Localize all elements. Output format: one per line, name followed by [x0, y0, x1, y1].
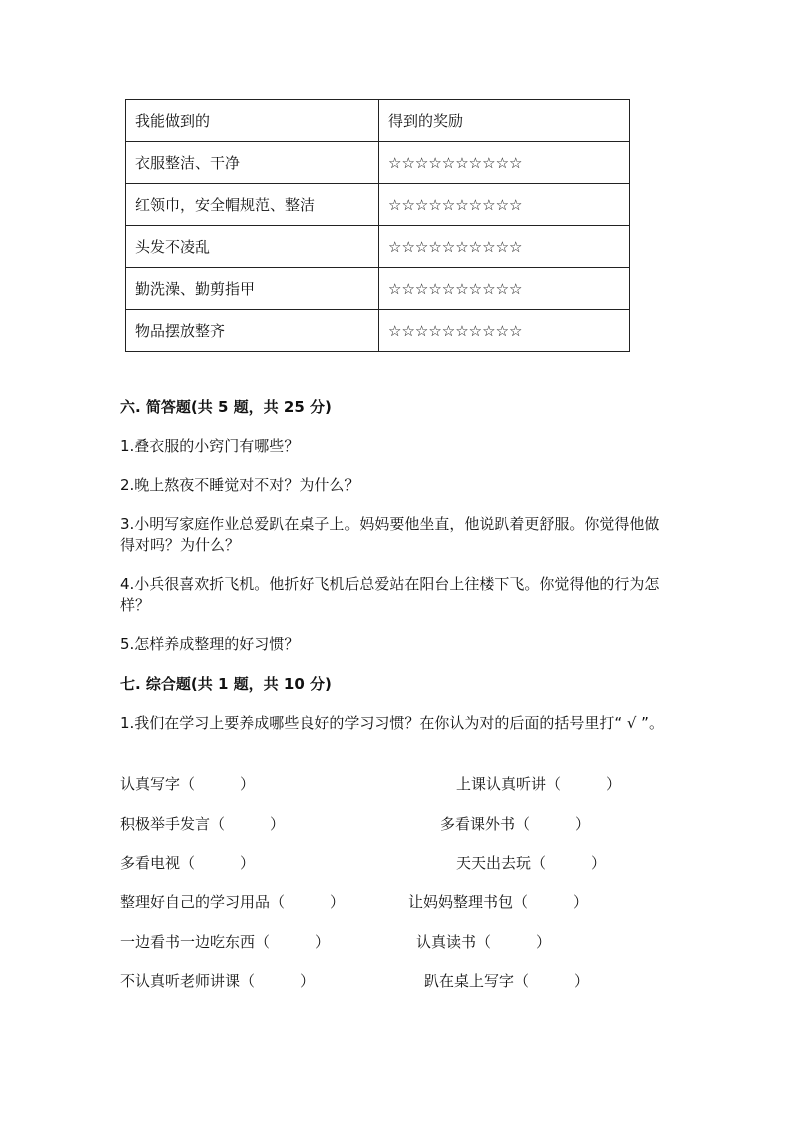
question-2: 2.晚上熬夜不睡觉对不对？为什么？	[120, 476, 360, 494]
question-4: 4.小兵很喜欢折飞机。他折好飞机后总爱站在阳台上往楼下飞。你觉得他的行为怎样？	[120, 575, 660, 614]
header-cell-reward: 得到的奖励	[379, 100, 630, 142]
reward-table	[125, 99, 630, 352]
table-header-row	[126, 100, 630, 142]
option-left: 多看电视（ ）	[120, 854, 256, 872]
option-right: 上课认真听讲（ ）	[456, 775, 622, 793]
question-3: 3.小明写家庭作业总爱趴在桌子上。妈妈要他坐直，他说趴着更舒服。你觉得他做得对吗？为什么？	[120, 515, 660, 554]
table-row	[126, 226, 630, 268]
option-right: 趴在桌上写字（ ）	[424, 972, 590, 990]
option-left: 不认真听老师讲课（ ）	[120, 972, 316, 990]
row-item: 衣服整洁、干净	[126, 142, 379, 184]
section7-question: 1.我们在学习上要养成哪些良好的学习习惯？在你认为对的后面的括号里打“ √ ”。	[120, 714, 664, 732]
table-row	[126, 268, 630, 310]
option-right: 让妈妈整理书包（ ）	[408, 893, 589, 911]
row-stars: ☆☆☆☆☆☆☆☆☆☆	[379, 226, 630, 268]
row-stars: ☆☆☆☆☆☆☆☆☆☆	[379, 268, 630, 310]
table-row	[126, 184, 630, 226]
option-left: 一边看书一边吃东西（ ）	[120, 933, 331, 951]
row-stars: ☆☆☆☆☆☆☆☆☆☆	[379, 310, 630, 352]
table-row	[126, 142, 630, 184]
question-1: 1.叠衣服的小窍门有哪些？	[120, 437, 300, 455]
section7-title: 七. 综合题(共 1 题，共 10 分)	[120, 675, 332, 693]
option-left: 积极举手发言（ ）	[120, 815, 286, 833]
row-item: 头发不凌乱	[126, 226, 379, 268]
option-right: 天天出去玩（ ）	[456, 854, 607, 872]
row-item: 红领巾，安全帽规范、整洁	[126, 184, 379, 226]
row-stars: ☆☆☆☆☆☆☆☆☆☆	[379, 142, 630, 184]
question-5: 5.怎样养成整理的好习惯？	[120, 635, 300, 653]
row-item: 勤洗澡、勤剪指甲	[126, 268, 379, 310]
section6-title: 六. 简答题(共 5 题，共 25 分)	[120, 398, 332, 416]
row-item: 物品摆放整齐	[126, 310, 379, 352]
option-left: 认真写字（ ）	[120, 775, 256, 793]
row-stars: ☆☆☆☆☆☆☆☆☆☆	[379, 184, 630, 226]
option-left: 整理好自己的学习用品（ ）	[120, 893, 346, 911]
option-right: 认真读书（ ）	[416, 933, 552, 951]
table-row	[126, 310, 630, 352]
option-right: 多看课外书（ ）	[440, 815, 591, 833]
header-cell-ability: 我能做到的	[126, 100, 379, 142]
